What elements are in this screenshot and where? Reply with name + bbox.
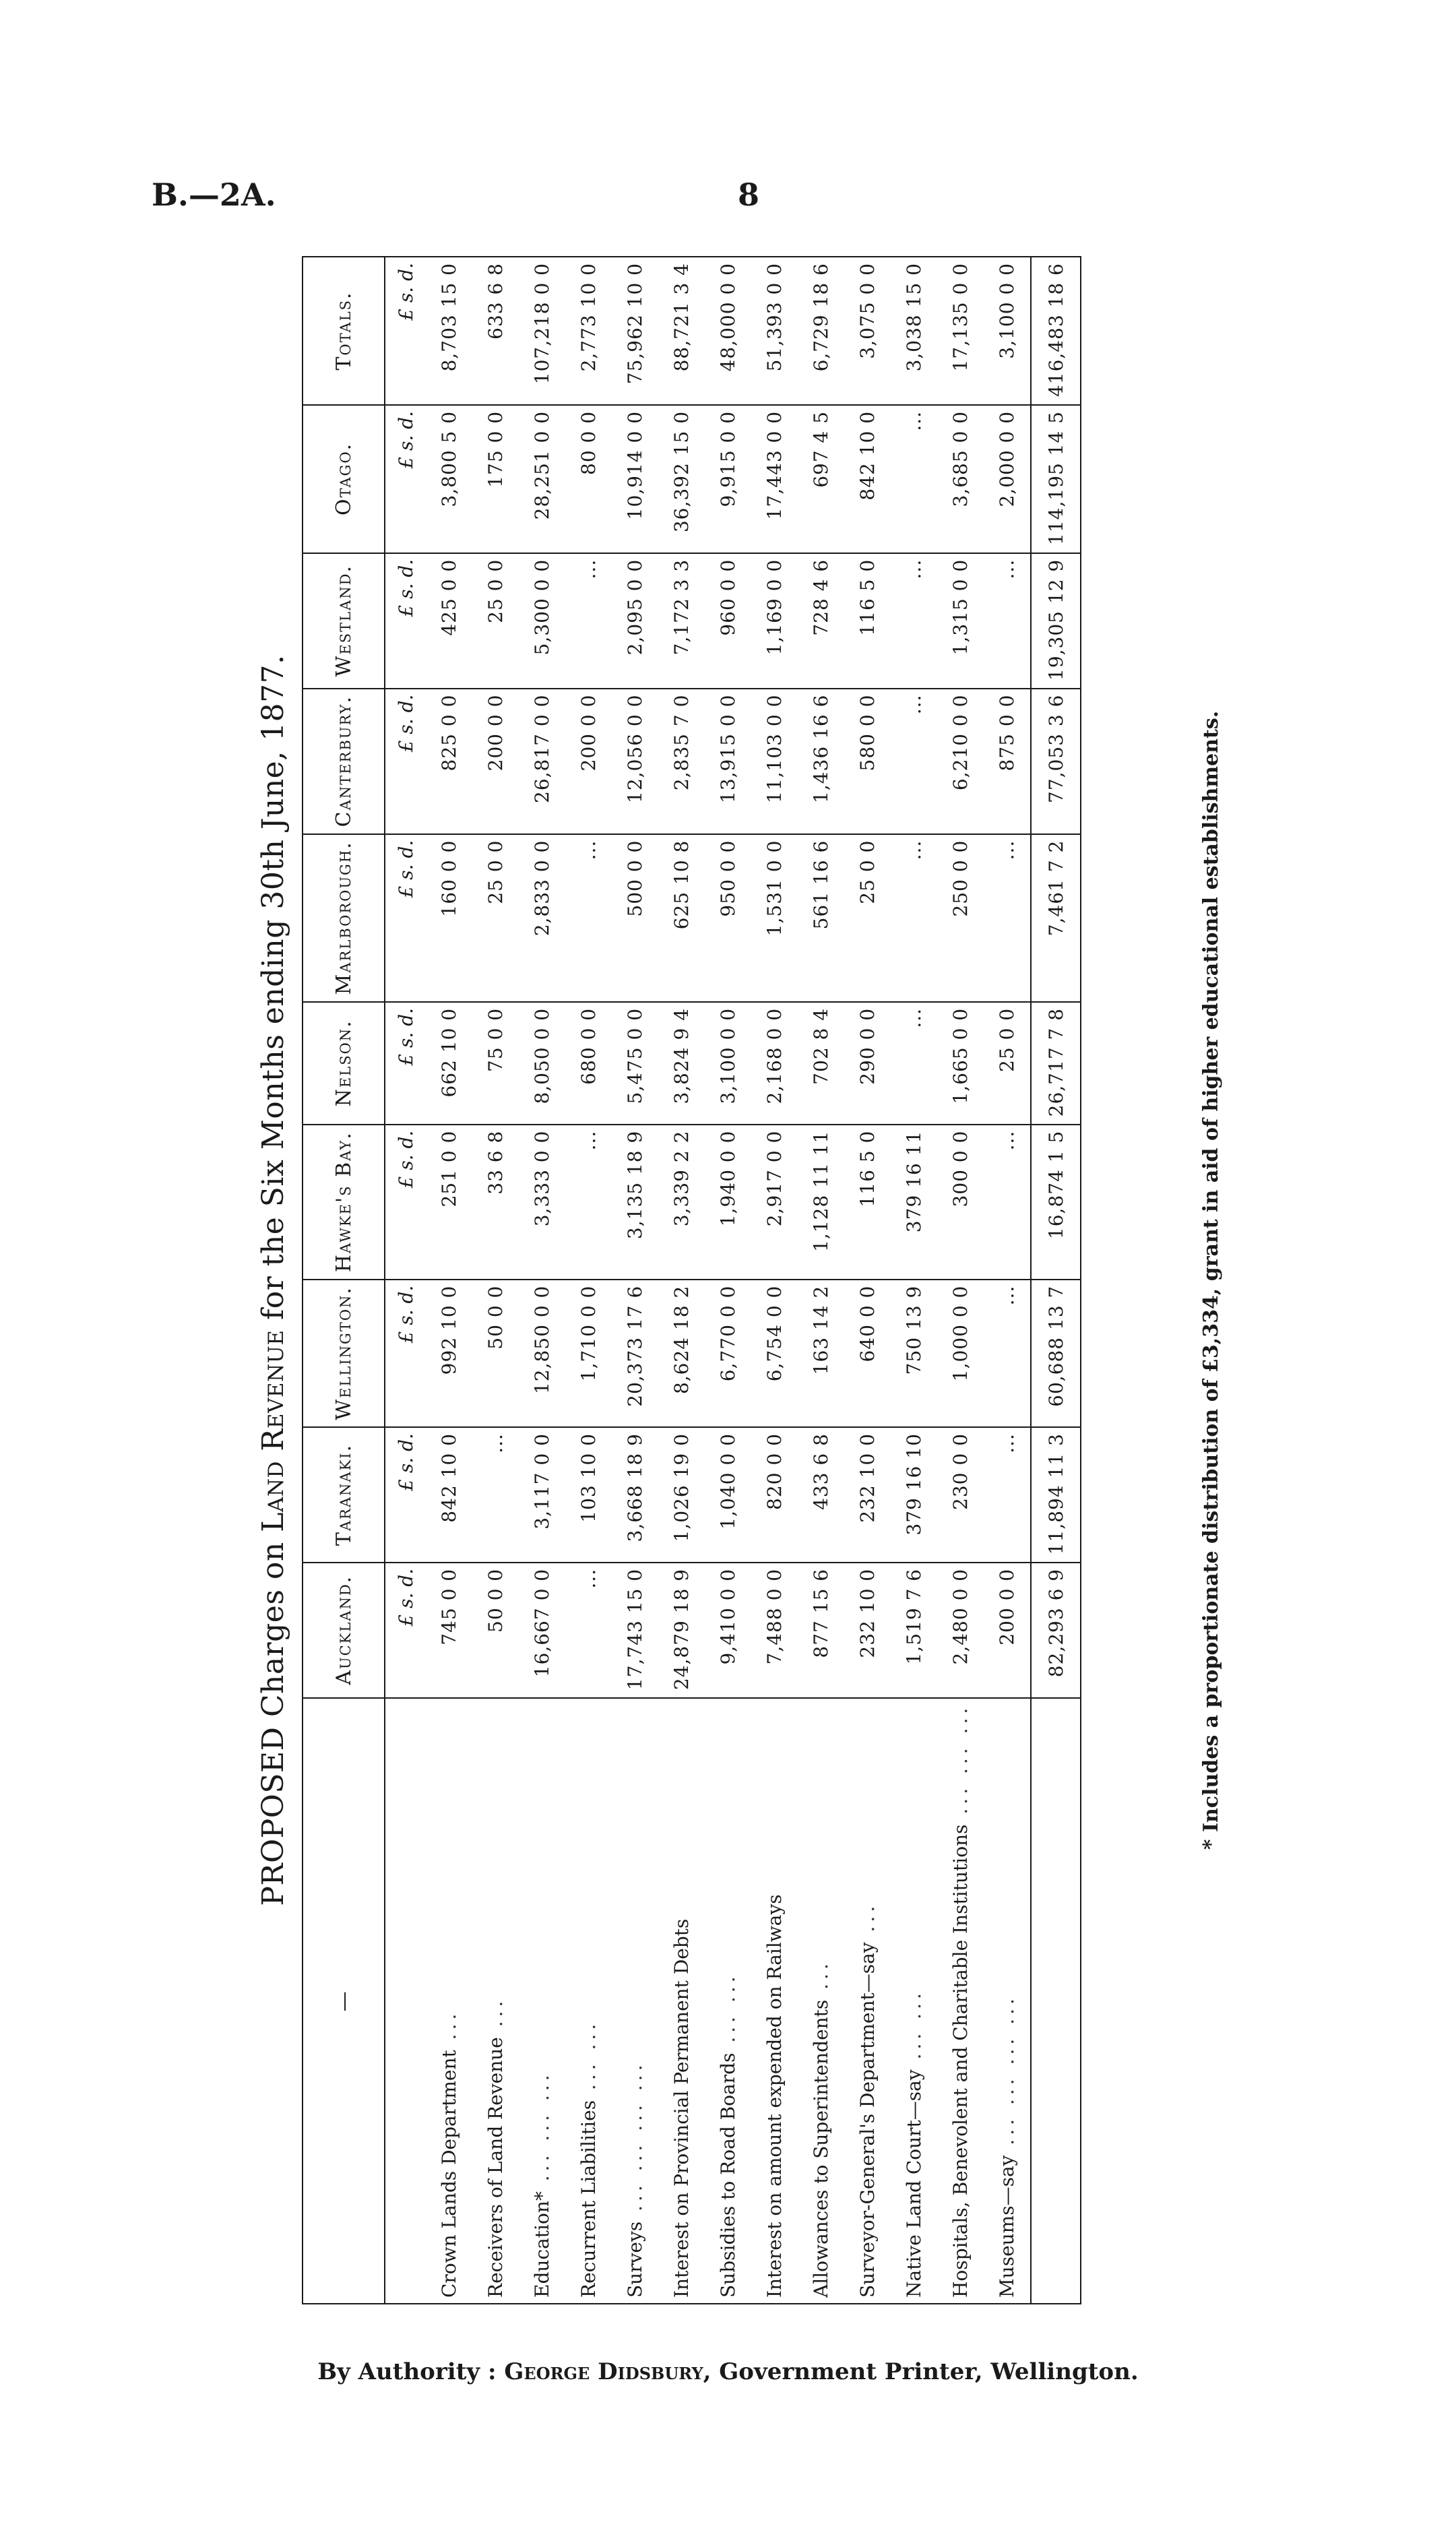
value-cell: 2,095 0 0	[612, 553, 658, 689]
value-cell: 2,835 7 0	[658, 689, 705, 834]
value-cell: 88,721 3 4	[658, 257, 705, 405]
title-prefix: PROPOSED Charges on	[256, 1532, 290, 1906]
units-cell: £ s. d.	[385, 1563, 426, 1698]
value-cell: 750 13 9	[891, 1280, 937, 1427]
row-label-text: Native Land Court—say	[903, 2069, 925, 2298]
value-cell: 7,488 0 0	[751, 1563, 798, 1698]
row-label	[612, 1698, 658, 2304]
table-row	[891, 257, 937, 2304]
value-cell: 2,480 0 0	[937, 1563, 984, 1698]
value-cell: 633 6 8	[472, 257, 519, 405]
value-cell: 662 10 0	[426, 1002, 472, 1125]
value-cell: 3,135 18 9	[612, 1125, 658, 1280]
value-cell: 107,218 0 0	[519, 257, 565, 405]
value-cell: 3,333 0 0	[519, 1125, 565, 1280]
value-cell: ...	[891, 834, 937, 1002]
row-label	[565, 1698, 612, 2304]
value-cell: 232 10 0	[844, 1427, 891, 1563]
value-cell: 2,000 0 0	[984, 405, 1031, 553]
row-label	[658, 1698, 705, 2304]
value-cell: 75 0 0	[472, 1002, 519, 1125]
units-row	[385, 257, 426, 2304]
column-header: Wellington.	[303, 1280, 385, 1427]
value-cell: 875 0 0	[984, 689, 1031, 834]
row-label-text: Interest on amount expended on Railways	[763, 1894, 786, 2298]
leader-dots: ... ...	[717, 1972, 739, 2053]
table-row	[984, 257, 1031, 2304]
table-row	[426, 257, 472, 2304]
leader-dots: ... ... ... ...	[624, 2061, 646, 2222]
value-cell: 842 10 0	[844, 405, 891, 553]
table-row	[937, 257, 984, 2304]
row-label	[705, 1698, 751, 2304]
value-cell: 379 16 11	[891, 1125, 937, 1280]
value-cell: 3,668 18 9	[612, 1427, 658, 1563]
value-cell: 2,168 0 0	[751, 1002, 798, 1125]
column-header: Marlborough.	[303, 834, 385, 1002]
column-header: Nelson.	[303, 1002, 385, 1125]
leader-dots: ... ...	[577, 2019, 600, 2100]
table-body	[385, 257, 1081, 2304]
value-cell: 1,315 0 0	[937, 553, 984, 689]
value-cell: 433 6 8	[798, 1427, 844, 1563]
printer-name: George Didsbury	[504, 2358, 703, 2385]
value-cell: ...	[984, 553, 1031, 689]
value-cell: 10,914 0 0	[612, 405, 658, 553]
row-label-text: Surveyor-General's Department—say	[856, 1942, 879, 2298]
table-row	[519, 257, 565, 2304]
value-cell: 25 0 0	[984, 1002, 1031, 1125]
leader-dots: ... ...	[903, 1989, 925, 2070]
value-cell: 20,373 17 6	[612, 1280, 658, 1427]
value-cell: 6,770 0 0	[705, 1280, 751, 1427]
value-cell: ...	[472, 1427, 519, 1563]
row-label-text: Receivers of Land Revenue	[484, 2037, 507, 2298]
value-cell: 5,475 0 0	[612, 1002, 658, 1125]
value-cell: 103 10 0	[565, 1427, 612, 1563]
row-label-text: Surveys	[624, 2221, 646, 2298]
value-cell: 51,393 0 0	[751, 257, 798, 405]
value-cell: 7,172 3 3	[658, 553, 705, 689]
value-cell: 2,833 0 0	[519, 834, 565, 1002]
value-cell: 300 0 0	[937, 1125, 984, 1280]
value-cell: 950 0 0	[705, 834, 751, 1002]
column-header: Westland.	[303, 553, 385, 689]
value-cell: ...	[984, 1125, 1031, 1280]
row-label-text: Education*	[531, 2191, 553, 2298]
row-label	[844, 1698, 891, 2304]
value-cell: 697 4 5	[798, 405, 844, 553]
column-header: Auckland.	[303, 1563, 385, 1698]
value-cell: 6,729 18 6	[798, 257, 844, 405]
column-header: Hawke's Bay.	[303, 1125, 385, 1280]
table-row	[658, 257, 705, 2304]
value-cell: 625 10 8	[658, 834, 705, 1002]
value-cell: 2,917 0 0	[751, 1125, 798, 1280]
value-cell: 992 10 0	[426, 1280, 472, 1427]
value-cell: 75,962 10 0	[612, 257, 658, 405]
value-cell: 3,038 15 0	[891, 257, 937, 405]
page-number: 8	[738, 177, 760, 213]
total-cell: 7,461 7 2	[1031, 834, 1081, 1002]
value-cell: 116 5 0	[844, 553, 891, 689]
value-cell: ...	[891, 553, 937, 689]
value-cell: 1,940 0 0	[705, 1125, 751, 1280]
value-cell: 960 0 0	[705, 553, 751, 689]
value-cell: ...	[891, 689, 937, 834]
value-cell: 200 0 0	[984, 1563, 1031, 1698]
value-cell: 290 0 0	[844, 1002, 891, 1125]
row-label	[891, 1698, 937, 2304]
table-row	[798, 257, 844, 2304]
leader-dots: ... ... ...	[949, 1703, 972, 1825]
value-cell: 12,056 0 0	[612, 689, 658, 834]
units-cell	[385, 1698, 426, 2304]
value-cell: ...	[984, 1280, 1031, 1427]
units-cell: £ s. d.	[385, 405, 426, 553]
value-cell: 160 0 0	[426, 834, 472, 1002]
value-cell: 425 0 0	[426, 553, 472, 689]
value-cell: 8,050 0 0	[519, 1002, 565, 1125]
column-header: —	[303, 1698, 385, 2304]
value-cell: 728 4 6	[798, 553, 844, 689]
leader-dots: ...	[810, 1959, 832, 2000]
table-row	[612, 257, 658, 2304]
row-label	[519, 1698, 565, 2304]
value-cell: 500 0 0	[612, 834, 658, 1002]
table-row	[751, 257, 798, 2304]
printer-authority	[0, 2358, 1456, 2385]
value-cell: 200 0 0	[565, 689, 612, 834]
value-cell: 1,519 7 6	[891, 1563, 937, 1698]
total-cell: 16,874 1 5	[1031, 1125, 1081, 1280]
value-cell: 17,743 15 0	[612, 1563, 658, 1698]
value-cell: ...	[565, 1563, 612, 1698]
row-label-text: Crown Lands Department	[438, 2050, 460, 2298]
value-cell: 6,754 0 0	[751, 1280, 798, 1427]
value-cell: 3,100 0 0	[984, 257, 1031, 405]
value-cell: 17,135 0 0	[937, 257, 984, 405]
value-cell: 9,410 0 0	[705, 1563, 751, 1698]
authority-prefix: By Authority :	[317, 2358, 505, 2385]
title-small-caps: Land Revenue	[256, 1329, 290, 1532]
value-cell: ...	[984, 834, 1031, 1002]
total-cell: 26,717 7 8	[1031, 1002, 1081, 1125]
leader-dots: ...	[438, 2009, 460, 2050]
totals-label-cell	[1031, 1698, 1081, 2304]
row-label	[937, 1698, 984, 2304]
column-header: Otago.	[303, 405, 385, 553]
column-header: Totals.	[303, 257, 385, 405]
units-cell: £ s. d.	[385, 1280, 426, 1427]
value-cell: 2,773 10 0	[565, 257, 612, 405]
value-cell: 1,026 19 0	[658, 1427, 705, 1563]
title-suffix: for the Six Months ending 30th June, 1877.	[256, 654, 290, 1330]
row-label-text: Subsidies to Road Boards	[717, 2052, 739, 2298]
table-row	[705, 257, 751, 2304]
value-cell: 1,169 0 0	[751, 553, 798, 689]
value-cell: 3,800 5 0	[426, 405, 472, 553]
value-cell: 33 6 8	[472, 1125, 519, 1280]
leader-dots: ... ... ...	[531, 2071, 553, 2192]
value-cell: 50 0 0	[472, 1280, 519, 1427]
value-cell: 16,667 0 0	[519, 1563, 565, 1698]
table-row	[844, 257, 891, 2304]
value-cell: 26,817 0 0	[519, 689, 565, 834]
page-reference: B.—2A.	[152, 177, 276, 213]
value-cell: 116 5 0	[844, 1125, 891, 1280]
total-cell: 416,483 18 6	[1031, 257, 1081, 405]
land-revenue-table	[302, 256, 1081, 2304]
row-label	[984, 1698, 1031, 2304]
value-cell: 1,000 0 0	[937, 1280, 984, 1427]
total-cell: 82,293 6 9	[1031, 1563, 1081, 1698]
value-cell: 680 0 0	[565, 1002, 612, 1125]
leader-dots: ... ... ... ...	[996, 1994, 1018, 2156]
value-cell: 8,703 15 0	[426, 257, 472, 405]
value-cell: 561 16 6	[798, 834, 844, 1002]
row-label-text: Recurrent Liabilities	[577, 2100, 600, 2298]
value-cell: 12,850 0 0	[519, 1280, 565, 1427]
rotated-table-region	[256, 256, 1267, 2304]
units-cell: £ s. d.	[385, 689, 426, 834]
value-cell: 825 0 0	[426, 689, 472, 834]
value-cell: 251 0 0	[426, 1125, 472, 1280]
value-cell: 17,443 0 0	[751, 405, 798, 553]
value-cell: 25 0 0	[472, 834, 519, 1002]
total-cell: 19,305 12 9	[1031, 553, 1081, 689]
units-cell: £ s. d.	[385, 553, 426, 689]
value-cell: 28,251 0 0	[519, 405, 565, 553]
value-cell: 379 16 10	[891, 1427, 937, 1563]
value-cell: 48,000 0 0	[705, 257, 751, 405]
total-cell: 11,894 11 3	[1031, 1427, 1081, 1563]
authority-suffix: , Government Printer, Wellington.	[703, 2358, 1139, 2385]
total-cell: 60,688 13 7	[1031, 1280, 1081, 1427]
value-cell: 3,075 0 0	[844, 257, 891, 405]
value-cell: 9,915 0 0	[705, 405, 751, 553]
units-cell: £ s. d.	[385, 257, 426, 405]
value-cell: 820 0 0	[751, 1427, 798, 1563]
value-cell: ...	[891, 1002, 937, 1125]
value-cell: 3,685 0 0	[937, 405, 984, 553]
row-label-text: Museums—say	[996, 2155, 1018, 2298]
value-cell: 3,339 2 2	[658, 1125, 705, 1280]
value-cell: 232 10 0	[844, 1563, 891, 1698]
units-cell: £ s. d.	[385, 1002, 426, 1125]
value-cell: 80 0 0	[565, 405, 612, 553]
row-label-text: Allowances to Superintendents	[810, 1999, 832, 2298]
value-cell: 702 8 4	[798, 1002, 844, 1125]
total-cell: 77,053 3 6	[1031, 689, 1081, 834]
value-cell: 842 10 0	[426, 1427, 472, 1563]
row-label	[798, 1698, 844, 2304]
value-cell: 50 0 0	[472, 1563, 519, 1698]
value-cell: 25 0 0	[844, 834, 891, 1002]
value-cell: 745 0 0	[426, 1563, 472, 1698]
value-cell: 580 0 0	[844, 689, 891, 834]
value-cell: 1,040 0 0	[705, 1427, 751, 1563]
units-cell: £ s. d.	[385, 1427, 426, 1563]
value-cell: ...	[565, 834, 612, 1002]
totals-row	[1031, 257, 1081, 2304]
value-cell: 175 0 0	[472, 405, 519, 553]
value-cell: ...	[891, 405, 937, 553]
table-row	[565, 257, 612, 2304]
value-cell: ...	[565, 1125, 612, 1280]
units-cell: £ s. d.	[385, 1125, 426, 1280]
value-cell: 200 0 0	[472, 689, 519, 834]
value-cell: 1,436 16 6	[798, 689, 844, 834]
leader-dots: ...	[856, 1901, 879, 1943]
value-cell: 1,665 0 0	[937, 1002, 984, 1125]
value-cell: 877 15 6	[798, 1563, 844, 1698]
value-cell: ...	[984, 1427, 1031, 1563]
value-cell: 1,128 11 11	[798, 1125, 844, 1280]
value-cell: 36,392 15 0	[658, 405, 705, 553]
header-row	[303, 257, 385, 2304]
value-cell: 1,531 0 0	[751, 834, 798, 1002]
value-cell: 3,100 0 0	[705, 1002, 751, 1125]
row-label	[751, 1698, 798, 2304]
row-label-text: Interest on Provincial Permanent Debts	[670, 1918, 693, 2298]
value-cell: 25 0 0	[472, 553, 519, 689]
value-cell: 250 0 0	[937, 834, 984, 1002]
value-cell: 24,879 18 9	[658, 1563, 705, 1698]
row-label	[472, 1698, 519, 2304]
value-cell: 8,624 18 2	[658, 1280, 705, 1427]
value-cell: 13,915 0 0	[705, 689, 751, 834]
units-cell: £ s. d.	[385, 834, 426, 1002]
total-cell: 114,195 14 5	[1031, 405, 1081, 553]
value-cell: 1,710 0 0	[565, 1280, 612, 1427]
column-header: Canterbury.	[303, 689, 385, 834]
value-cell: ...	[565, 553, 612, 689]
value-cell: 230 0 0	[937, 1427, 984, 1563]
table-row	[472, 257, 519, 2304]
row-label	[426, 1698, 472, 2304]
leader-dots: ...	[484, 1996, 507, 2038]
value-cell: 640 0 0	[844, 1280, 891, 1427]
value-cell: 3,824 9 4	[658, 1002, 705, 1125]
value-cell: 5,300 0 0	[519, 553, 565, 689]
column-header: Taranaki.	[303, 1427, 385, 1563]
row-label-text: Hospitals, Benevolent and Charitable Institutions	[949, 1824, 972, 2298]
value-cell: 163 14 2	[798, 1280, 844, 1427]
footnote: * Includes a proportionate distribution of £3,334, grant in aid of higher educational establishments.	[1199, 710, 1223, 1850]
value-cell: 11,103 0 0	[751, 689, 798, 834]
value-cell: 3,117 0 0	[519, 1427, 565, 1563]
table-title	[256, 256, 290, 2304]
value-cell: 6,210 0 0	[937, 689, 984, 834]
